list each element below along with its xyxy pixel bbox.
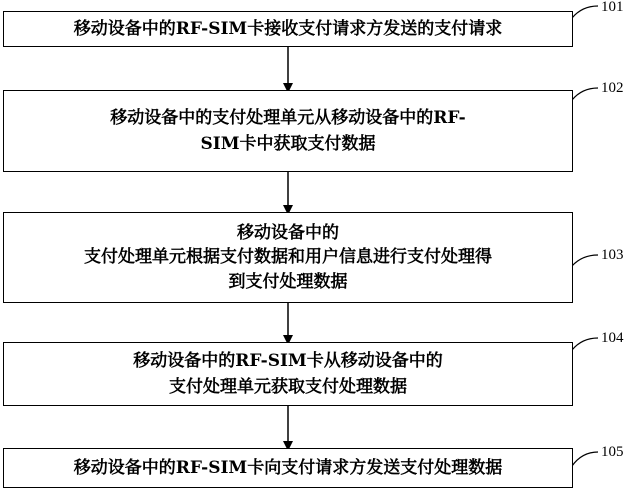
step-text: 移动设备中的支付处理单元从移动设备中的RF- xyxy=(110,107,466,128)
leader-103 xyxy=(572,255,598,266)
ref-label-105: 105 xyxy=(601,444,624,460)
step-box-103 xyxy=(3,212,573,303)
ref-label-103: 103 xyxy=(601,247,624,263)
leader-105 xyxy=(572,452,598,466)
step-text: 移动设备中的RF-SIM卡向支付请求方发送支付处理数据 xyxy=(73,457,503,478)
step-box-102 xyxy=(3,90,573,172)
ref-label-101: 101 xyxy=(601,0,624,15)
ref-label-102: 102 xyxy=(601,80,624,96)
leader-101 xyxy=(572,6,598,18)
step-text: SIM卡中获取支付数据 xyxy=(200,134,376,154)
step-text: 移动设备中的RF-SIM卡接收支付请求方发送的支付请求 xyxy=(73,18,503,39)
step-text: 支付处理单元获取支付处理数据 xyxy=(169,377,407,397)
step-text: 移动设备中的RF-SIM卡从移动设备中的 xyxy=(133,350,443,371)
step-box-105 xyxy=(3,448,573,488)
step-box-101 xyxy=(3,11,573,47)
step-text: 移动设备中的 xyxy=(237,222,339,243)
step-box-104 xyxy=(3,342,573,406)
ref-label-104: 104 xyxy=(601,330,624,346)
step-text: 支付处理单元根据支付数据和用户信息进行支付处理得 xyxy=(84,247,492,268)
leader-102 xyxy=(572,88,598,100)
step-text: 到支付处理数据 xyxy=(228,271,348,292)
leader-104 xyxy=(572,338,598,350)
